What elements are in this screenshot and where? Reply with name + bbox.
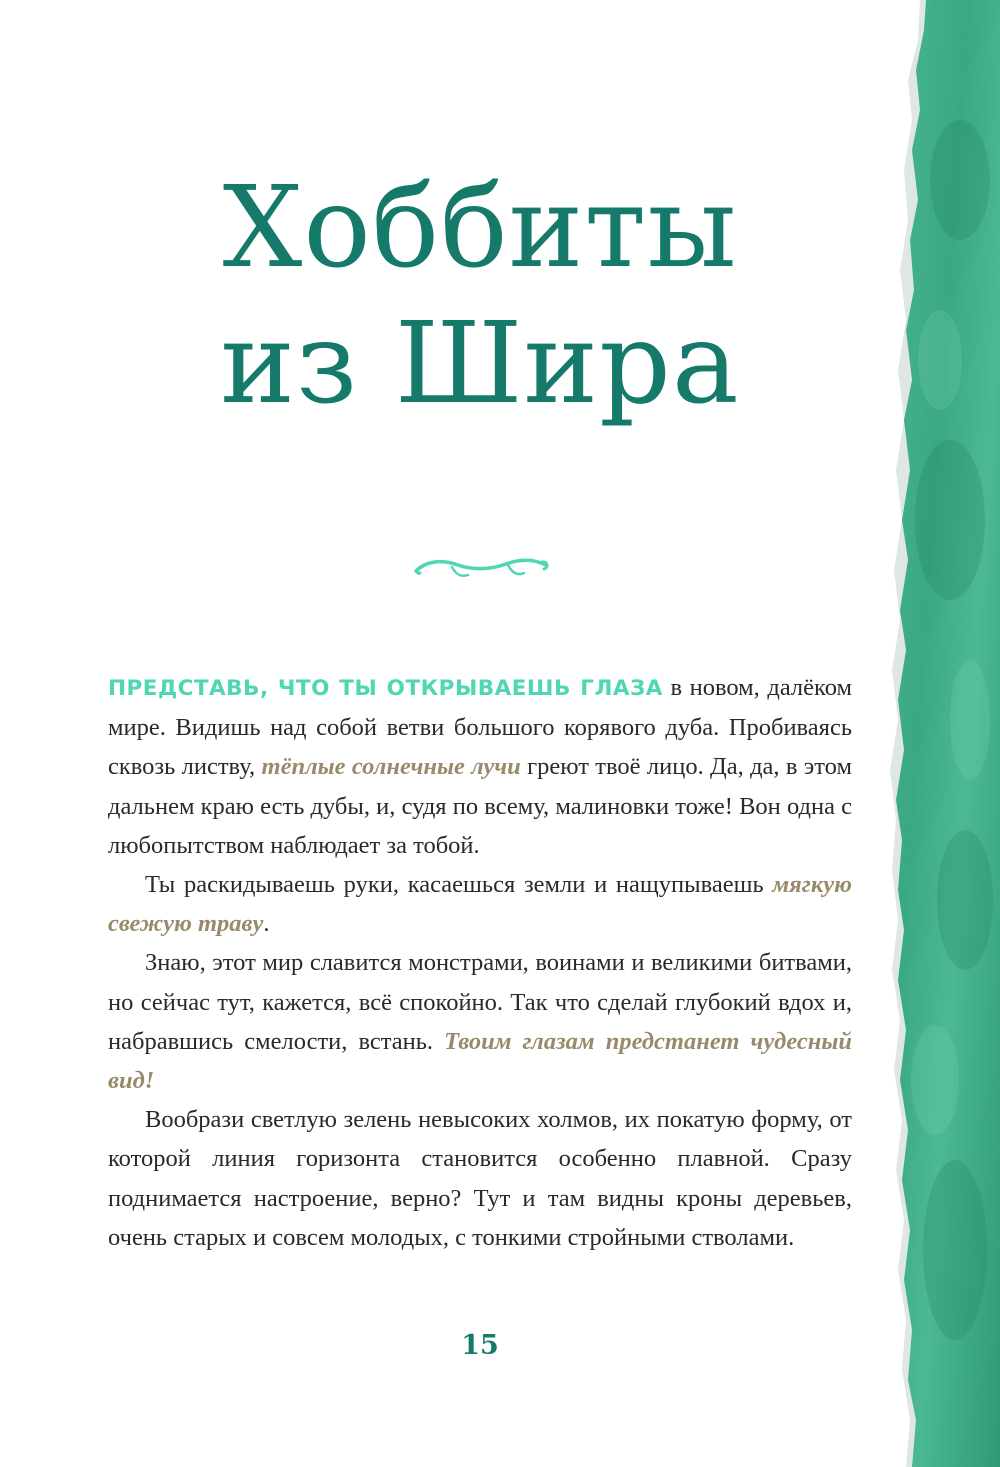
paragraph-2-text-b: .	[263, 910, 270, 938]
page-number: 15	[461, 1330, 499, 1361]
flourish-ornament-icon	[412, 553, 550, 583]
paragraph-3	[108, 943, 852, 1100]
lead-in-caps: ПРЕДСТАВЬ, ЧТО ТЫ ОТКРЫВАЕШЬ ГЛАЗА	[108, 676, 663, 701]
paragraph-2	[108, 865, 852, 943]
paragraph-1-text-b: греют твоё лицо. Да, да, в этом дальнем краю есть дубы, и, судя по всему, малиновки тоже! Вон одна с любопытством наблюдает за тобой.	[108, 753, 852, 859]
paragraph-3-text-a: Знаю, этот мир славится монстрами, воинами и великими битвами, но сейчас тут, кажется, всё спокойно. Так что сделай глубокий вдох и, набравшись смелости, встань.	[108, 949, 852, 1055]
body-text	[108, 668, 852, 1257]
highlight-soft-grass: мягкую свежую траву	[108, 871, 852, 938]
watercolor-torn-edge	[890, 0, 1000, 1467]
chapter-title-line-1: Хоббиты	[222, 163, 738, 293]
paragraph-4-text: Вообрази светлую зелень невысоких холмов, их покатую форму, от которой линия горизонта становится особенно плавной. Сразу поднимается настроение, верно? Тут и там видны кроны деревьев, очень старых и совсем молодых, с тонкими стройными стволами.	[108, 1106, 852, 1251]
paragraph-1-text-a: в новом, далёком мире. Видишь над собой ветви большого корявого дуба. Пробиваясь сквозь листву,	[108, 674, 852, 781]
highlight-warm-rays: тёплые солнечные лучи	[261, 753, 521, 781]
chapter-title	[108, 160, 852, 432]
chapter-title-line-2: из Шира	[220, 299, 740, 429]
paragraph-1	[108, 668, 852, 865]
paragraph-2-text-a: Ты раскидываешь руки, касаешься земли и нащупываешь	[145, 871, 773, 899]
paragraph-4	[108, 1100, 852, 1257]
highlight-wonderful-view: Твоим глазам предстанет чудесный вид!	[108, 1027, 852, 1095]
